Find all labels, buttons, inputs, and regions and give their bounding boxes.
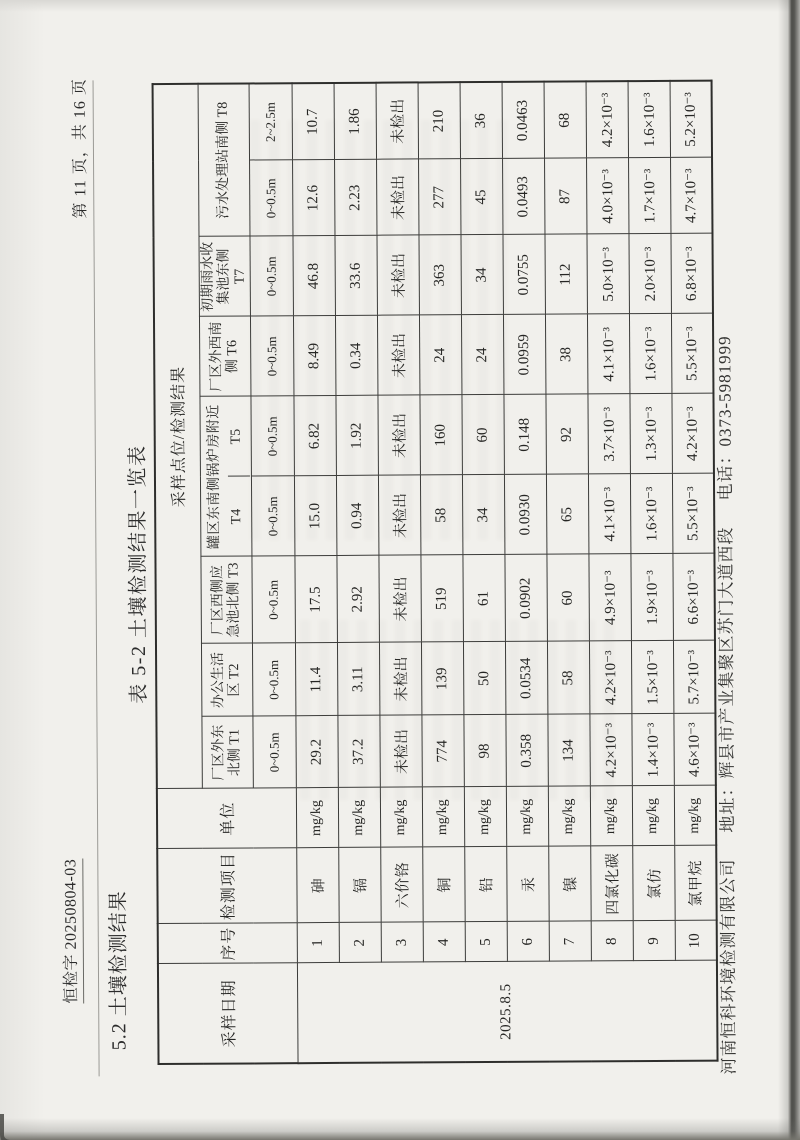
point-sub-label: T4 (228, 508, 244, 525)
result-value: 60 (546, 554, 589, 641)
header-depth: 0~0.5m (249, 160, 292, 236)
result-value: 50 (463, 642, 505, 715)
result-value: 0.148 (503, 395, 545, 475)
result-value: 3.11 (337, 643, 379, 716)
header-point: 办公生活区 T2 (201, 643, 252, 716)
result-value: 1.92 (335, 396, 377, 476)
result-value: 未检出 (378, 475, 420, 555)
row-item: 铜 (422, 847, 464, 922)
result-value: 34 (462, 475, 504, 555)
result-value: 61 (462, 555, 505, 642)
result-value: 未检出 (378, 555, 421, 642)
header-point: 厂区外西南侧 T6 (199, 316, 250, 396)
result-value: 45 (460, 159, 502, 235)
result-value: 0.34 (335, 316, 377, 396)
row-item: 铅 (464, 847, 506, 922)
row-unit: mg/kg (632, 786, 674, 846)
result-value: 37.2 (337, 716, 379, 788)
result-value: 5.5×10⁻³ (671, 314, 713, 394)
row-item: 汞 (506, 847, 548, 922)
result-value: 112 (544, 234, 586, 314)
results-table (152, 80, 719, 1066)
result-value: 774 (421, 715, 463, 787)
row-item: 六价铬 (380, 847, 422, 922)
result-value: 未检出 (376, 235, 418, 315)
header-point: 污水处理站南侧 T8 (198, 83, 250, 236)
result-value: 1.6×10⁻³ (628, 81, 670, 158)
result-value: 未检出 (377, 315, 419, 395)
result-value: 1.3×10⁻³ (629, 394, 671, 474)
row-unit: mg/kg (506, 787, 548, 847)
result-value: 4.6×10⁻³ (673, 714, 715, 786)
row-unit: mg/kg (590, 786, 632, 846)
result-value: 60 (461, 395, 503, 475)
result-value: 5.0×10⁻³ (586, 234, 628, 314)
row-index: 6 (507, 922, 549, 962)
sample-date-value: 2025.8.5 (297, 961, 718, 1064)
row-index: 7 (549, 921, 591, 961)
row-item: 镉 (338, 848, 380, 923)
result-value: 5.2×10⁻³ (670, 81, 712, 158)
result-value: 1.5×10⁻³ (631, 641, 673, 714)
result-value: 1.4×10⁻³ (631, 714, 673, 786)
result-value: 8.49 (293, 316, 335, 396)
header-point: 厂区外东北侧 T1 (201, 716, 252, 788)
result-value: 0.94 (336, 476, 378, 556)
page-indicator: 第 11 页，共 16 页 (71, 78, 90, 219)
result-value: 210 (418, 82, 460, 159)
result-value: 1.9×10⁻³ (630, 554, 673, 641)
result-value: 4.2×10⁻³ (586, 81, 628, 158)
doc-number: 恒检字 20250804-03 (57, 859, 84, 1004)
result-value: 4.2×10⁻³ (589, 641, 631, 714)
result-value: 519 (420, 555, 463, 642)
row-index: 9 (633, 921, 675, 961)
result-value: 未检出 (379, 715, 421, 787)
result-value: 6.8×10⁻³ (670, 234, 712, 314)
row-index: 8 (591, 921, 633, 961)
result-value: 160 (419, 395, 461, 475)
result-value: 未检出 (376, 159, 418, 235)
result-value: 98 (463, 715, 505, 787)
result-value: 1.7×10⁻³ (628, 158, 670, 234)
result-value: 未检出 (376, 82, 418, 159)
row-index: 10 (675, 921, 717, 961)
result-value: 10.7 (292, 83, 334, 160)
page-footer (708, 65, 739, 1075)
row-index: 3 (381, 922, 423, 962)
result-value: 4.9×10⁻³ (588, 554, 631, 641)
result-value: 5.5×10⁻³ (672, 474, 714, 554)
row-unit: mg/kg (338, 788, 380, 848)
row-index: 2 (339, 923, 381, 963)
result-value: 0.0755 (502, 235, 544, 315)
header-depth: 0~0.5m (249, 236, 292, 316)
result-value: 12.6 (292, 160, 334, 236)
footer-address: 地址：辉县市产业集聚区苏门大道西段 (716, 526, 738, 833)
result-value: 36 (460, 82, 502, 159)
row-unit: mg/kg (296, 788, 338, 848)
result-value: 34 (460, 235, 502, 315)
result-value: 0.0959 (503, 315, 545, 395)
header-sample-date: 采样日期 (158, 963, 298, 1064)
result-value: 未检出 (379, 642, 421, 715)
result-value: 58 (420, 475, 462, 555)
result-value: 4.7×10⁻³ (670, 158, 712, 234)
header-unit: 单位 (157, 788, 296, 849)
header-item: 检测项目 (157, 848, 296, 924)
result-value: 0.0493 (502, 159, 544, 235)
row-unit: mg/kg (464, 787, 506, 847)
row-unit: mg/kg (548, 786, 590, 846)
row-index: 1 (297, 923, 339, 963)
section-heading: 5.2 土壤检测结果 (107, 890, 131, 1051)
footer-phone: 电话：0373-5981999 (715, 335, 736, 501)
result-value: 6.6×10⁻³ (672, 554, 715, 641)
row-unit: mg/kg (674, 786, 716, 846)
row-item: 氯仿 (632, 846, 674, 921)
header-index: 序号 (158, 923, 297, 964)
result-value: 11.4 (295, 643, 337, 716)
result-value: 92 (545, 394, 587, 474)
row-item: 四氯化碳 (590, 846, 632, 921)
row-unit: mg/kg (380, 787, 422, 847)
result-value: 1.86 (334, 83, 376, 160)
result-value: 0.358 (505, 715, 547, 787)
footer-company: 河南恒科环境检测有限公司 (718, 858, 739, 1075)
result-value: 15.0 (294, 476, 336, 556)
result-value: 58 (547, 641, 589, 714)
row-index: 5 (465, 922, 507, 962)
result-value: 4.2×10⁻³ (671, 394, 713, 474)
header-rule (93, 80, 100, 1076)
result-value: 87 (544, 158, 586, 234)
point-sub-label: T5 (227, 397, 249, 477)
result-value: 46.8 (292, 236, 334, 316)
result-value: 2.92 (336, 556, 379, 643)
table-title: 表 5-2 土壤检测结果一览表 (126, 444, 151, 704)
result-value: 5.7×10⁻³ (673, 641, 715, 714)
header-depth: 0~0.5m (252, 716, 295, 788)
header-depth: 0~0.5m (252, 643, 295, 716)
header-depth: 2~2.5m (249, 83, 292, 160)
header-point-t4-t5 (199, 396, 251, 556)
result-value: 4.0×10⁻³ (586, 158, 628, 234)
result-value: 33.6 (334, 236, 376, 316)
result-value: 134 (547, 714, 589, 786)
result-value: 24 (461, 315, 503, 395)
result-value: 4.1×10⁻³ (587, 314, 629, 394)
result-value: 24 (419, 315, 461, 395)
header-result: 采样点位/检测结果 (153, 84, 202, 789)
result-value: 1.6×10⁻³ (630, 474, 672, 554)
result-value: 3.7×10⁻³ (587, 394, 629, 474)
header-depth: 0~0.5m (251, 476, 294, 556)
row-item: 镍 (548, 846, 590, 921)
result-value: 4.1×10⁻³ (588, 474, 630, 554)
header-depth: 0~0.5m (250, 396, 293, 476)
result-value: 6.82 (293, 396, 335, 476)
row-item: 砷 (296, 848, 338, 923)
result-value: 139 (421, 642, 463, 715)
row-item: 氯甲烷 (674, 846, 716, 921)
row-index: 4 (423, 922, 465, 962)
result-value: 2.0×10⁻³ (628, 234, 670, 314)
result-value: 65 (546, 474, 588, 554)
result-value: 0.0902 (504, 555, 547, 642)
result-value: 2.23 (334, 160, 376, 236)
result-value: 17.5 (294, 556, 337, 643)
result-value: 277 (418, 159, 460, 235)
result-value: 38 (545, 314, 587, 394)
header-depth: 0~0.5m (251, 556, 295, 643)
point-name: 罐区东南侧锅炉房附近 (206, 404, 222, 550)
header-point: 初期雨水收集池东侧 T7 (198, 236, 249, 316)
point-sub-labels (227, 397, 250, 556)
result-value: 363 (418, 235, 460, 315)
result-value: 29.2 (295, 716, 337, 788)
header-point: 厂区西侧应急池北侧 T3 (200, 556, 252, 643)
result-value: 1.6×10⁻³ (629, 314, 671, 394)
result-value: 0.0463 (502, 82, 544, 159)
result-value: 0.0534 (505, 642, 547, 715)
result-value: 0.0930 (504, 475, 546, 555)
result-value: 未检出 (377, 395, 419, 475)
result-value: 4.2×10⁻³ (589, 714, 631, 786)
row-unit: mg/kg (422, 787, 464, 847)
header-depth: 0~0.5m (250, 316, 293, 396)
result-value: 68 (544, 81, 586, 158)
